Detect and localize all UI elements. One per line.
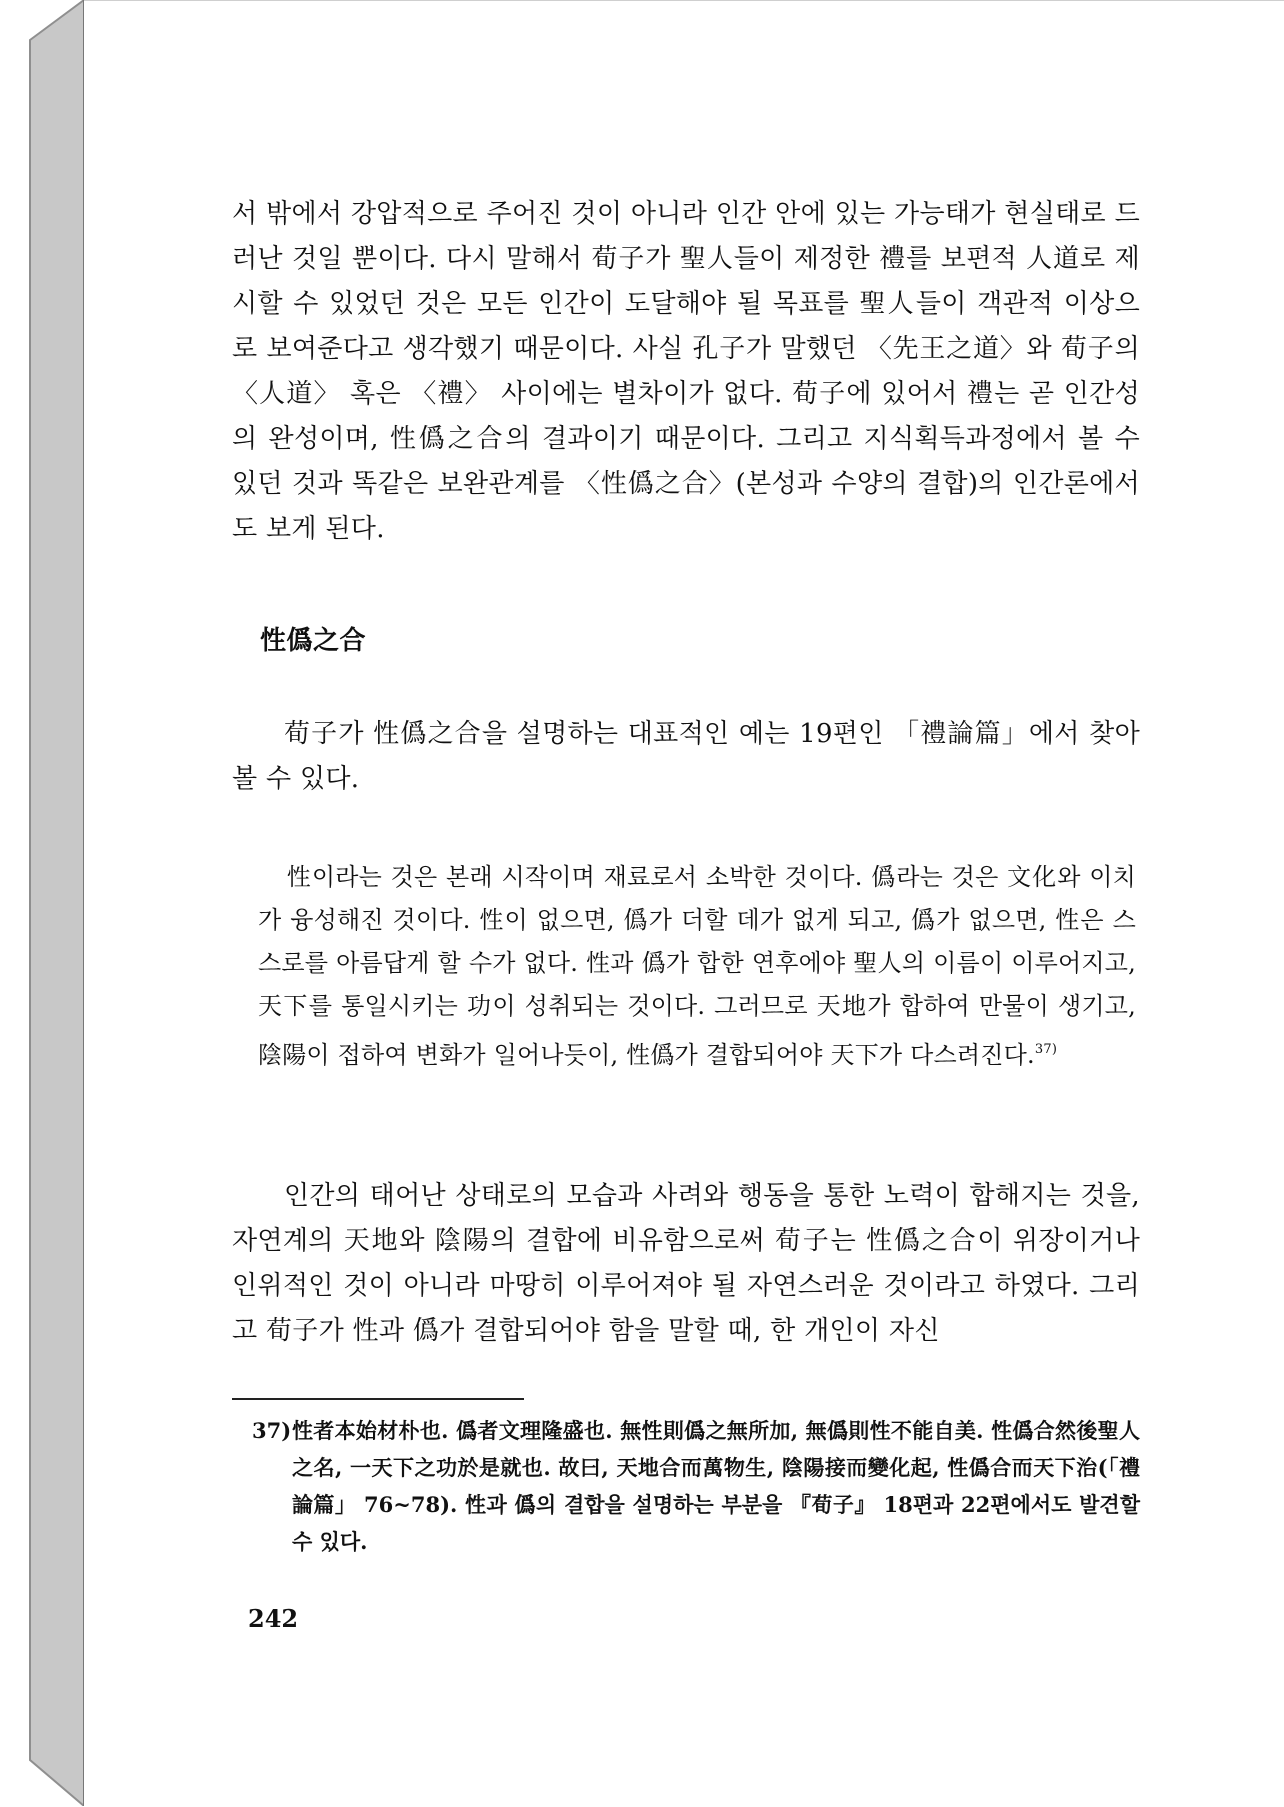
paragraph-text: 인간의 태어난 상태로의 모습과 사려와 행동을 통한 노력이 합해지는 것을, 자연계의 天地와 陰陽의 결합에 비유함으로써 荀子는 性僞之合이 위장이거나 인위적인 것이 아니라 마땅히 이루어져야 될 자연스러운 것이라고 하였다. 그리고 荀子가 性과 僞가 결합되어야 함을 말할 때, 한 개인이 자신 [232,1181,1140,1346]
page-number: 242 [248,1604,299,1633]
paragraph-text: 荀子가 性僞之合을 설명하는 대표적인 예는 19편인 「禮論篇」에서 찾아볼 수 있다. [232,719,1140,794]
paragraph-text: 서 밖에서 강압적으로 주어진 것이 아니라 인간 안에 있는 가능태가 현실태로 드러난 것일 뿐이다. 다시 말해서 荀子가 聖人들이 제정한 禮를 보편적 人道로 제시할 수 있었던 것은 모든 인간이 도달해야 될 목표를 聖人들이 객관적 이상으로 보여준다고 생각했기 때문이다. 사실 孔子가 말했던 〈先王之道〉와 荀子의 〈人道〉 혹은 〈禮〉 사이에는 별차이가 없다. 荀子에 있어서 禮는 곧 인간성의 완성이며, 性僞之合의 결과이기 때문이다. 그리고 지식획득과정에서 볼 수 있던 것과 똑같은 보완관계를 〈性僞之合〉(본성과 수양의 결합)의 인간론에서도 보게 된다. [232,199,1140,544]
body-paragraph-1 [232,192,1140,552]
footnote-number: 37) [252,1418,292,1443]
footnote-reference: 37) [1034,1042,1058,1057]
section-heading: 性僞之合 [260,626,367,656]
body-paragraph-3 [232,1174,1140,1354]
footnote [252,1412,1140,1560]
footnote-text: 性者本始材朴也. 僞者文理隆盛也. 無性則僞之無所加, 無僞則性不能自美. 性僞合然後聖人之名, 一天下之功於是就也. 故曰, 天地合而萬物生, 陰陽接而變化起, 性僞合而天下治(「禮論篇」 76~78). 性과 僞의 결합을 설명하는 부분을 『荀子』 18편과 22편에서도 발견할 수 있다. [292,1418,1140,1554]
quote-text: 性이라는 것은 본래 시작이며 재료로서 소박한 것이다. 僞라는 것은 文化와 이치가 융성해진 것이다. 性이 없으면, 僞가 더할 데가 없게 되고, 僞가 없으면, 性은 스스로를 아름답게 할 수가 없다. 性과 僞가 합한 연후에야 聖人의 이름이 이루어지고, 天下를 통일시키는 功이 성취되는 것이다. 그러므로 天地가 합하여 만물이 생기고, 陰陽이 접하여 변화가 일어나듯이, 性僞가 결합되어야 天下가 다스려진다. [258,863,1136,1069]
footnote-divider [232,1398,524,1400]
block-quote [258,856,1136,1077]
body-paragraph-2 [232,712,1140,802]
